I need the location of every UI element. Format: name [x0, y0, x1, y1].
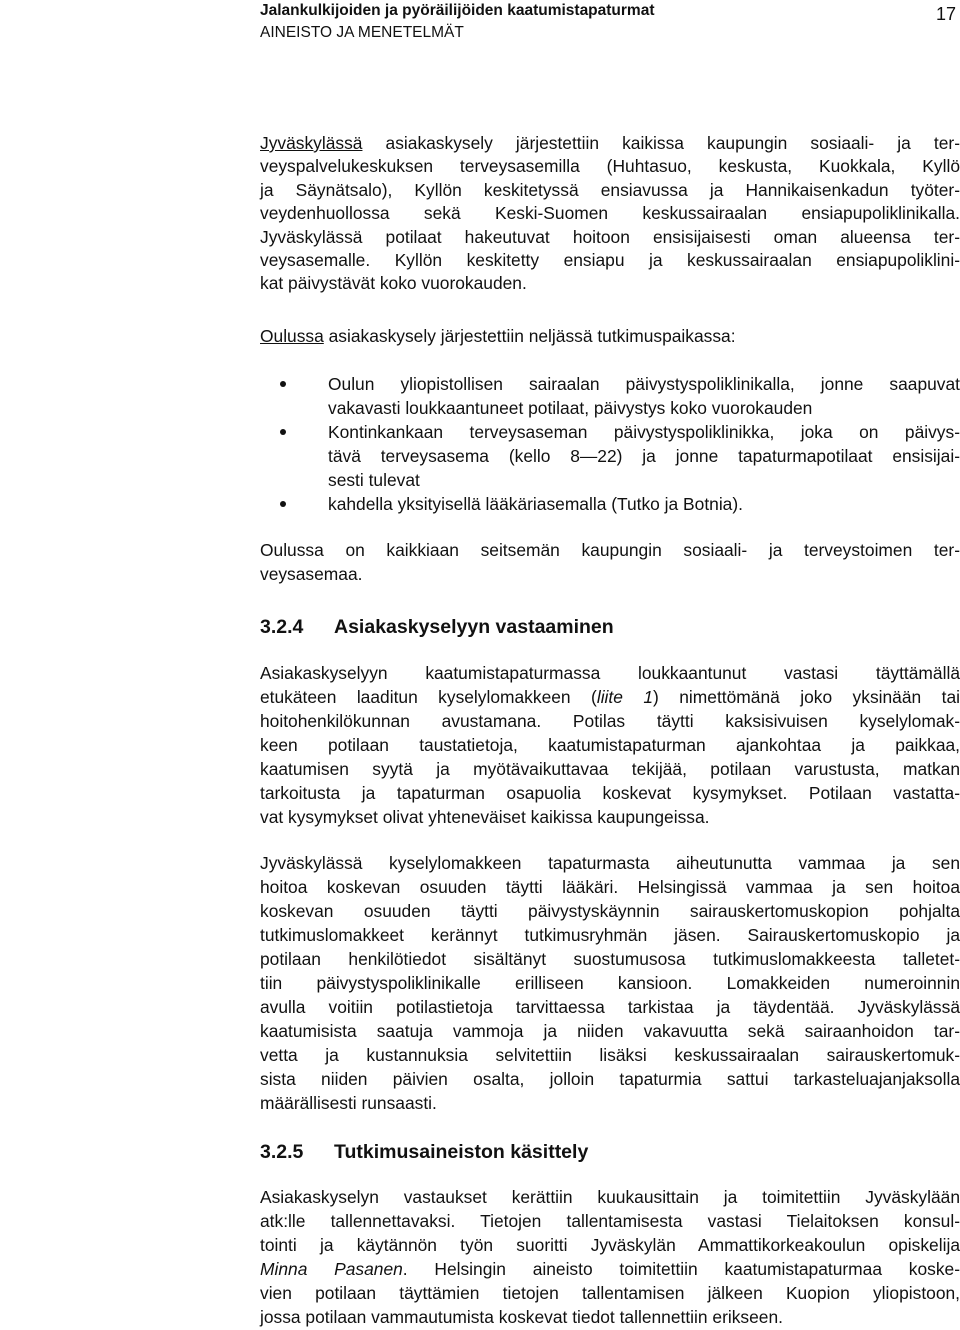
text-line: hoitoa koskevan osuuden täytti lääkäri. Helsingissä vammaa ja sen hoitoa [260, 877, 960, 897]
italic-reference: liite 1 [596, 687, 654, 707]
text-line: Kontinkankaan terveysaseman päivystyspoliklinikka, joka on päivys- [328, 422, 960, 442]
text-line: Jyväskylässä kyselylomakkeen tapaturmasta aiheutunutta vammaa ja sen [260, 853, 960, 873]
paragraph-oulu-intro [260, 325, 960, 348]
section-heading [260, 614, 614, 640]
running-subtitle: AINEISTO JA MENETELMÄT [260, 24, 464, 41]
section-heading [260, 1139, 588, 1165]
section-number: 3.2.4 [260, 616, 304, 638]
running-title: Jalankulkijoiden ja pyöräilijöiden kaatumistapaturmat [260, 2, 655, 19]
text-line: tointi ja käytännön työn suoritti Jyväskylän Ammattikorkeakoulun opiskelija [260, 1235, 960, 1255]
text-line: atk:lle tallennettavaksi. Tietojen tallentamisesta vastasi Tielaitoksen konsul- [260, 1211, 960, 1231]
text-line: Asiakaskyselyn vastaukset kerättiin kuukausittain ja toimitettiin Jyväskylään [260, 1187, 960, 1207]
underlined-city-oulu: Oulussa [260, 326, 324, 346]
bullet-list-oulu-locations [260, 372, 960, 516]
page-header [0, 0, 960, 50]
text-line: vetta ja kustannuksia selvitettiin lisäksi keskussairaalan sairauskertomuk- [260, 1045, 960, 1065]
bullet-icon [280, 381, 286, 387]
text-line: potilaan henkilötiedot sisältänyt suostumusosa tutkimuslomakkeesta talletet- [260, 949, 960, 969]
page-number: 17 [935, 4, 956, 24]
text-segment: . Helsingin aineisto toimitettiin kaatumistapaturmaa koske- [402, 1259, 960, 1279]
text-line: tiin päivystyspoliklinikalle erilliseen kansioon. Lomakkeiden numeroinnin [260, 973, 960, 993]
text-line [260, 132, 960, 155]
underlined-city-jyvaskyla: Jyväskylässä [260, 133, 363, 153]
paragraph-oulu-health-stations [260, 538, 960, 586]
text-line: Jyväskylässä potilaat hakeutuvat hoitoon ensisijaisesti oman alueensa ter- [260, 226, 960, 247]
text-line: hoitohenkilökunnan avustamana. Potilas täytti kaksisivuisen kyselylomak- [260, 711, 960, 731]
text-line: vakavasti loukkaantuneet potilaat, päivystys koko vuorokauden [328, 398, 813, 418]
text-line: sista niiden päivien osalta, jolloin tapaturmia sattui tarkasteluajanjaksolla [260, 1069, 960, 1089]
text-line [260, 1257, 960, 1281]
paragraph-data-processing [260, 1185, 960, 1329]
text-line: sesti tulevat [328, 470, 420, 490]
text-line: Asiakaskyselyyn kaatumistapaturmassa loukkaantunut vastasi täyttämällä [260, 663, 960, 683]
text-segment: asiakaskysely järjestettiin neljässä tutkimuspaikassa: [323, 326, 736, 346]
text-line [260, 685, 960, 709]
text-line: veyspalvelukeskuksen terveysasemilla (Huhtasuo, keskusta, Kuokkala, Kyllö [260, 156, 960, 177]
list-item [260, 420, 960, 492]
text-line: kaatumisen syytä ja myötävaikuttavaa tekijää, potilaan varustusta, matkan [260, 759, 960, 779]
text-line: määrällisesti runsaasti. [260, 1093, 437, 1113]
text-line: kahdella yksityisellä lääkäriasemalla (Tutko ja Botnia). [328, 494, 743, 514]
text-line: keen potilaan taustatietoja, kaatumistapaturman ajankohtaa ja paikkaa, [260, 735, 960, 755]
text-line: Oulussa on kaikkiaan seitsemän kaupungin sosiaali- ja terveystoimen ter- [260, 540, 960, 560]
text-line: vat kysymykset olivat yhteneväiset kaikissa kaupungeissa. [260, 807, 710, 827]
list-item [260, 372, 960, 420]
paragraph-injury-recording [260, 851, 960, 1115]
section-number: 3.2.5 [260, 1141, 304, 1163]
text-line: veydenhuollossa sekä Keski-Suomen keskussairaalan ensiapupoliklinikalla. [260, 203, 960, 224]
bullet-icon [280, 501, 286, 507]
text-line: tävä terveysasema (kello 8—22) ja jonne tapaturmapotilaat ensisijai- [328, 446, 960, 466]
paragraph-survey-answering [260, 661, 960, 829]
text-line: jossa potilaan vammautumista koskevat tiedot tallennettiin erikseen. [260, 1307, 783, 1327]
section-title: Asiakaskyselyyn vastaaminen [334, 616, 614, 638]
text-segment: etukäteen laaditun kyselylomakkeen ( [260, 687, 597, 707]
text-line: veysasemaa. [260, 564, 363, 584]
text-line: ja Säynätsalo), Kyllön keskitetyssä ensiavussa ja Hannikaisenkadun työter- [260, 179, 960, 200]
paragraph-jyvaskyla-survey [260, 132, 960, 296]
text-line: koskevan osuuden täytti päivystyskäynnin sairauskertomuskopion pohjalta [260, 901, 960, 921]
text-line: tutkimuslomakkeet kerännyt tutkimusryhmän jäsen. Sairauskertomuskopio ja [260, 925, 960, 945]
section-title: Tutkimusaineiston käsittely [334, 1141, 589, 1163]
text-line: vien potilaan täyttämien tietojen tallentamisen jälkeen Kuopion yliopistoon, [260, 1283, 960, 1303]
text-segment: ) nimettömänä joko yksinään tai [653, 687, 960, 707]
list-item [260, 492, 960, 516]
text-line: kaatumisista saatuja vammoja ja niiden vakavuutta sekä sairaanhoidon tar- [260, 1021, 960, 1041]
italic-person-name: Minna Pasanen [260, 1259, 403, 1279]
text-line: Oulun yliopistollisen sairaalan päivystyspoliklinikalla, jonne saapuvat [328, 374, 960, 394]
text-line: veysasemalle. Kyllön keskitetty ensiapu ja keskussairaalan ensiapupoliklini- [260, 250, 960, 271]
text-line: avulla voitiin potilastietoja tarvittaessa tarkistaa ja täydentää. Jyväskylässä [260, 997, 960, 1017]
text-line [260, 325, 960, 348]
text-line: kat päivystävät koko vuorokauden. [260, 273, 527, 294]
text-line: tarkoitusta ja tapaturman osapuolia koskevat kysymykset. Potilaan vastatta- [260, 783, 960, 803]
bullet-icon [280, 429, 286, 435]
text-segment: asiakaskysely järjestettiin kaikissa kaupungin sosiaali- ja ter- [362, 133, 960, 153]
